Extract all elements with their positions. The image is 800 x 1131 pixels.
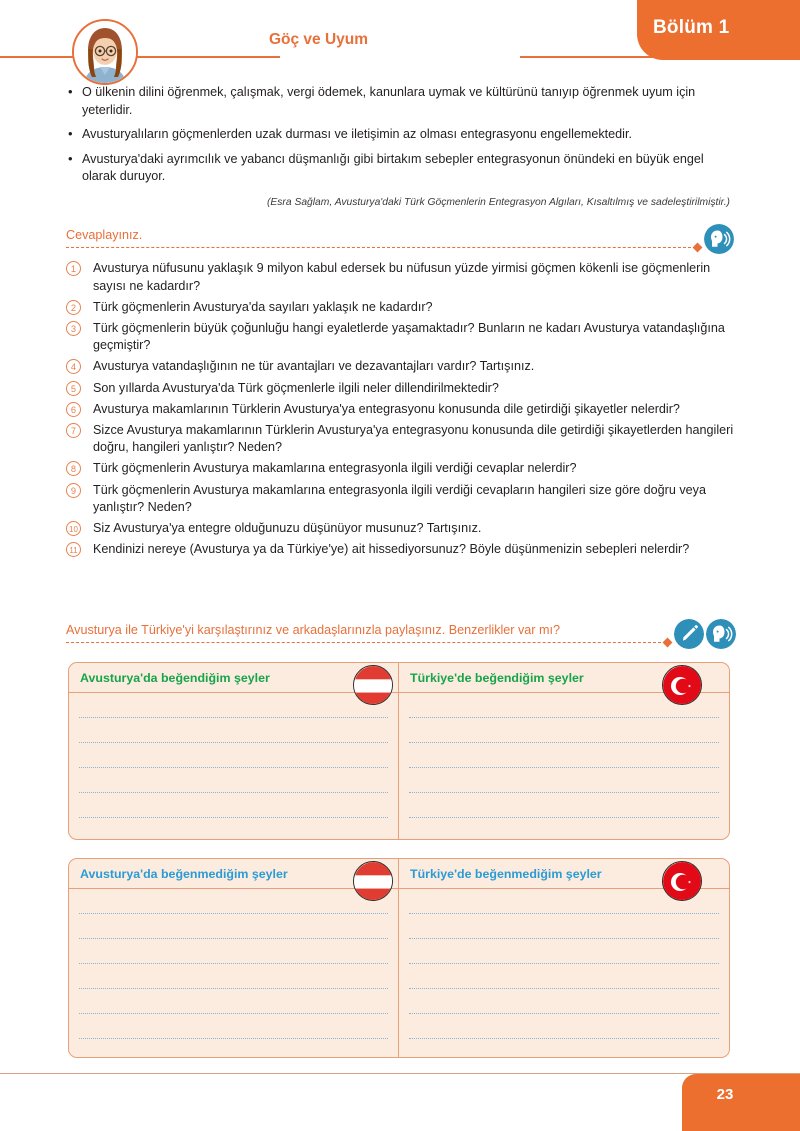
question-text: Türk göçmenlerin Avusturya makamlarına entegrasyonla ilgili verdiği cevaplar nelerdir? [93,461,577,476]
austria-flag-icon [353,665,393,705]
chapter-tab-label: Bölüm 1 [653,17,730,38]
chapter-tab [637,0,800,60]
writing-line[interactable] [79,743,388,768]
question-number: 7 [66,423,81,438]
source-attribution: (Esra Sağlam, Avusturya'daki Türk Göçmenlerin Entegrasyon Algıları, Kısaltılmış ve sadeleştirilmiştir.) [266,197,730,208]
list-item [66,520,738,538]
column-header-label: Avusturya'da beğenmediğim şeyler [80,867,288,881]
page-title: Göç ve Uyum [268,31,369,48]
table-header-cell [69,663,398,693]
writing-line[interactable] [409,914,719,939]
dashed-rule [66,642,666,643]
table-cell-austria-dislikes[interactable] [69,859,399,1057]
question-number: 10 [66,521,81,536]
question-text: Sizce Avusturya makamlarının Türklerin Avusturya'ya entegrasyonu konusunda dile getirdiği şikayetlerden hangileri doğru, hangileri yanlıştır? Neden? [93,422,734,455]
writing-line[interactable] [79,718,388,743]
question-text: Kendinizi nereye (Avusturya ya da Türkiye'ye) ait hissediyorsunuz? Böyle düşünmenizin sebepleri nelerdir? [93,542,690,557]
writing-line[interactable] [79,989,388,1014]
writing-lines-area[interactable] [399,889,729,1058]
list-item [66,541,738,559]
diamond-marker [663,638,673,648]
question-number: 2 [66,300,81,315]
writing-line[interactable] [79,793,388,818]
compare-section-heading: Avusturya ile Türkiye'yi karşılaştırınız ve arkadaşlarınızla paylaşınız. Benzerlikler var mı? [66,623,560,637]
dashed-rule [66,247,696,248]
diamond-marker [693,243,703,253]
question-number: 9 [66,483,81,498]
question-text: Türk göçmenlerin Avusturya makamlarına entegrasyonla ilgili verdiği cevapların hangileri size göre doğru veya yanlıştır? Neden? [93,482,706,515]
table-header-cell [69,859,398,889]
question-text: Türk göçmenlerin büyük çoğunluğu hangi eyaletlerde yaşamaktadır? Bunların ne kadarı Avusturya vatandaşlığına geçmiştir? [93,320,725,353]
list-item: • Avusturya'daki ayrımcılık ve yabancı düşmanlığı gibi birtakım sebepler entegrasyonun önündeki en büyük engel olarak duruyor. [68,151,728,186]
list-item [66,260,738,295]
writing-line[interactable] [409,793,719,818]
writing-line[interactable] [409,1014,719,1039]
page-number: 23 [716,1086,734,1103]
writing-line[interactable] [79,1039,388,1058]
writing-lines-area[interactable] [399,693,729,840]
question-list [66,260,738,562]
list-item: • Avusturyalıların göçmenlerden uzak durması ve iletişimin az olması entegrasyonu engellemektedir. [68,126,728,144]
table-cell-austria-likes[interactable] [69,663,399,839]
bullet-list [68,84,728,193]
list-item [66,482,738,517]
writing-line[interactable] [409,939,719,964]
writing-line[interactable] [409,1039,719,1058]
question-text: Avusturya vatandaşlığının ne tür avantajları ve dezavantajları vardır? Tartışınız. [93,359,535,374]
writing-line[interactable] [79,939,388,964]
writing-line[interactable] [409,718,719,743]
writing-line[interactable] [79,1014,388,1039]
comparison-table-likes [68,662,730,840]
header-title-backdrop [280,46,520,66]
answer-section-header [66,228,734,254]
question-text: Avusturya makamlarının Türklerin Avusturya'ya entegrasyonu konusunda dile getirdiği şikayetler nelerdir? [93,401,680,416]
question-number: 11 [66,542,81,557]
writing-lines-area[interactable] [69,889,398,1058]
turkey-flag-icon [662,665,702,705]
list-item [66,460,738,478]
list-item [66,299,738,317]
writing-lines-area[interactable] [69,693,398,840]
question-number: 4 [66,359,81,374]
question-number: 5 [66,381,81,396]
column-header-label: Türkiye'de beğenmediğim şeyler [410,867,602,881]
question-text: Türk göçmenlerin Avusturya'da sayıları yaklaşık ne kadardır? [93,299,433,314]
writing-line[interactable] [79,889,388,914]
column-header-label: Türkiye'de beğendiğim şeyler [410,671,584,685]
writing-line[interactable] [409,768,719,793]
writing-line[interactable] [409,964,719,989]
question-text: Son yıllarda Avusturya'da Türk göçmenlerle ilgili neler dillendirilmektedir? [93,380,499,395]
comparison-table-dislikes [68,858,730,1058]
writing-line[interactable] [79,818,388,840]
pencil-icon[interactable] [674,619,704,649]
writing-line[interactable] [79,693,388,718]
writing-line[interactable] [79,914,388,939]
austria-flag-icon [353,861,393,901]
question-number: 8 [66,461,81,476]
list-item [66,380,738,398]
question-text: Avusturya nüfusunu yaklaşık 9 milyon kabul edersek bu nüfusun yüzde yirmisi göçmen kökenli ise göçmenlerin sayısı ne kadardır? [93,261,711,293]
answer-section-heading: Cevaplayınız. [66,228,143,242]
question-text: Siz Avusturya'ya entegre olduğunuzu düşünüyor musunuz? Tartışınız. [93,521,482,536]
list-item [66,320,738,355]
page-header [0,0,800,78]
page-number-block [682,1074,800,1131]
compare-section-header [66,623,734,649]
list-item: • O ülkenin dilini öğrenmek, çalışmak, vergi ödemek, kanunlara uymak ve kültürünü tanıyıp öğrenmek uyum için yeterlidir. [68,84,728,119]
turkey-flag-icon [662,861,702,901]
footer-divider-line [0,1073,800,1074]
list-item [66,422,738,457]
writing-line[interactable] [79,964,388,989]
question-number: 1 [66,261,81,276]
girl-avatar-icon [72,19,138,85]
speaking-head-icon[interactable] [706,619,736,649]
speaking-head-icon[interactable] [704,224,734,254]
column-header-label: Avusturya'da beğendiğim şeyler [80,671,270,685]
question-number: 6 [66,402,81,417]
writing-line[interactable] [409,743,719,768]
writing-line[interactable] [79,768,388,793]
list-item [66,358,738,376]
list-item [66,401,738,419]
writing-line[interactable] [409,818,719,840]
question-number: 3 [66,321,81,336]
writing-line[interactable] [409,989,719,1014]
